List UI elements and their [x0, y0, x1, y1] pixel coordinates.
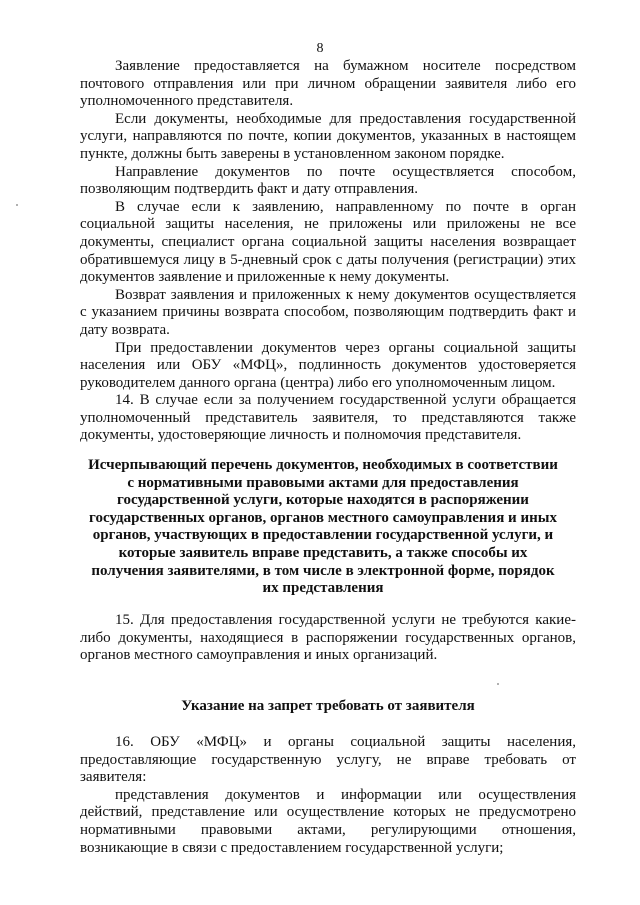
paragraph: Если документы, необходимые для предоставления государственной услуги, направляются по почте, копии документов, указанных в настоящем пункте, должны быть заверены в установленном законом порядке.	[80, 110, 576, 162]
section-heading-prohibition-wrap	[80, 698, 576, 716]
paragraph-14: 14. В случае если за получением государственной услуги обращается уполномоченный представитель заявителя, то представляются также документы, удостоверяющие личность и полномочия представителя.	[80, 392, 576, 444]
page-number: 8	[316, 41, 324, 56]
paragraph-16-item: представления документов и информации или осуществления действий, представление или осуществление которых не предусмотрено нормативными правовыми актами, регулирующими отношения, возникающие в связи с предоставлением государственной услуги;	[80, 786, 576, 856]
paragraph: Возврат заявления и приложенных к нему документов осуществляется с указанием причины возврата способом, позволяющим подтвердить факт и дату возврата.	[80, 286, 576, 338]
section-heading-documents	[88, 457, 558, 598]
paragraph: В случае если к заявлению, направленному по почте в орган социальной защиты населения, не приложены или приложены не все документы, специалист органа социальной защиты населения возвращает обратившемуся лицу в 5-дневный срок с даты получения (регистрации) этих документов заявление и приложенные к нему документы.	[80, 198, 576, 286]
block-procedure	[80, 58, 576, 445]
scan-speck	[497, 683, 499, 685]
paragraph-16: 16. ОБУ «МФЦ» и органы социальной защиты населения, предоставляющие государственную услугу, не вправе требовать от заявителя:	[80, 734, 576, 786]
section-heading: Исчерпывающий перечень документов, необходимых в соответствии с нормативными правовыми актами для предоставления государственной услуги, которые находятся в распоряжении государственных органов, органов местного самоуправления и иных органов, участвующих в предоставлении государственной услуги, и которые заявитель вправе представить, а также способы их получения заявителями, в том числе в электронной форме, порядок их представления	[88, 457, 558, 597]
block-item-15	[80, 612, 576, 665]
paragraph-15: 15. Для предоставления государственной услуги не требуются какие-либо документы, находящиеся в распоряжении государственных органов, органов местного самоуправления и иных организаций.	[80, 612, 576, 664]
section-heading-prohibition: Указание на запрет требовать от заявителя	[181, 698, 475, 714]
block-item-16	[80, 734, 576, 857]
scan-speck	[16, 204, 18, 206]
paragraph: Заявление предоставляется на бумажном носителе посредством почтового отправления или при личном обращении заявителя либо его уполномоченного представителя.	[80, 58, 576, 110]
paragraph: Направление документов по почте осуществляется способом, позволяющим подтвердить факт и дату отправления.	[80, 163, 576, 198]
paragraph: При предоставлении документов через органы социальной защиты населения или ОБУ «МФЦ», подлинность документов удостоверяется руководителем данного органа (центра) либо его уполномоченным лицом.	[80, 339, 576, 391]
